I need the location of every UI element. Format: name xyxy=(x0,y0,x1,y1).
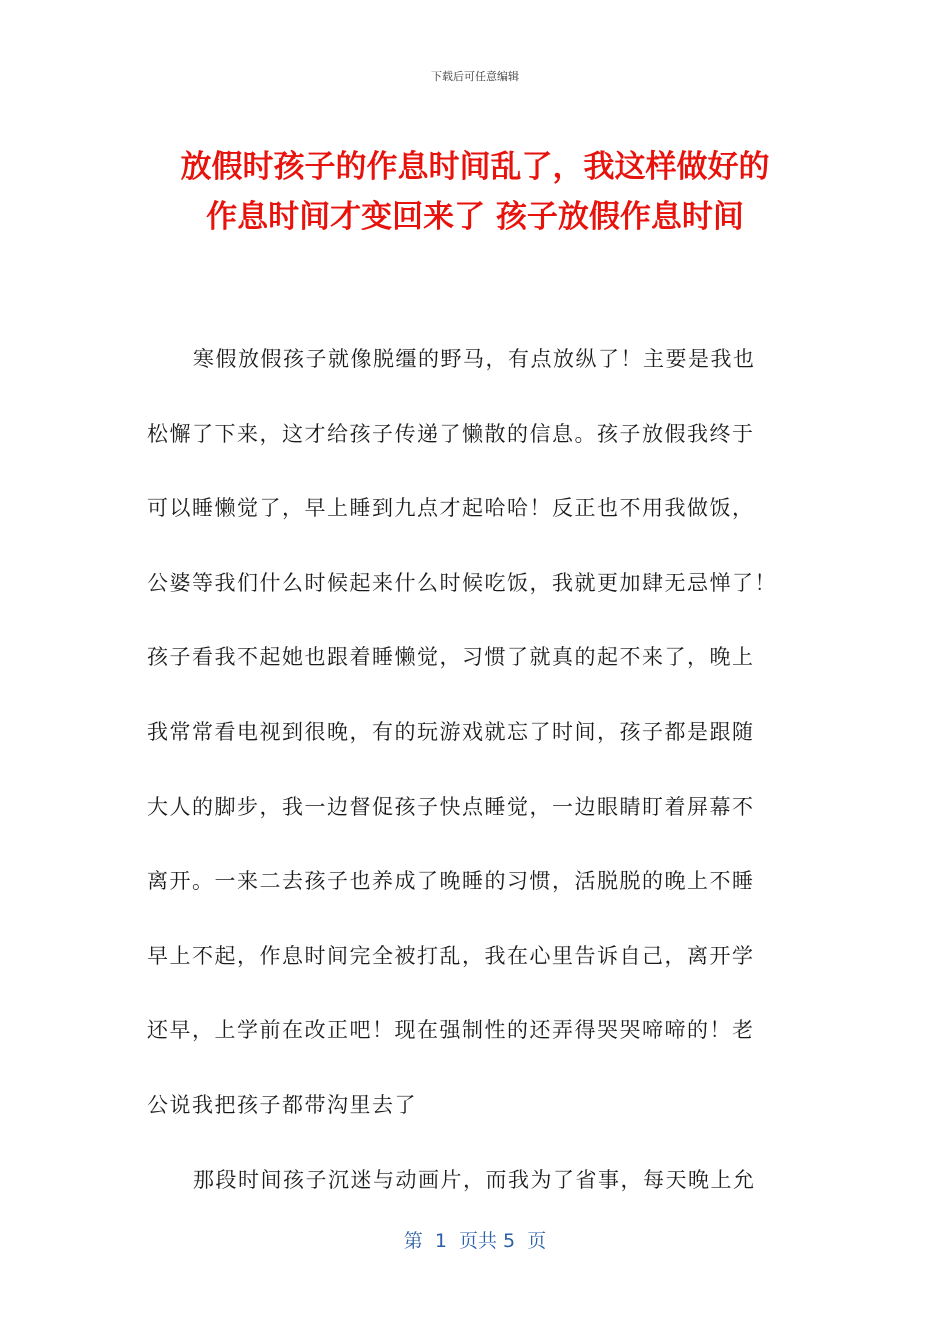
title-line-1: 放假时孩子的作息时间乱了，我这样做好的 xyxy=(180,149,770,185)
document-body xyxy=(147,322,807,1217)
header-note: 下载后可任意编辑 xyxy=(431,70,519,83)
body-line: 我常常看电视到很晚，有的玩游戏就忘了时间，孩子都是跟随 xyxy=(147,719,755,744)
body-line: 公说我把孩子都带沟里去了 xyxy=(147,1092,417,1117)
body-line: 大人的脚步，我一边督促孩子快点睡觉，一边眼睛盯着屏幕不 xyxy=(147,794,755,819)
body-line: 孩子看我不起她也跟着睡懒觉，习惯了就真的起不来了，晚上 xyxy=(147,645,755,670)
title-line-2: 作息时间才变回来了 孩子放假作息时间 xyxy=(206,199,744,235)
page-number-footer: 第 1 页共 5 页 xyxy=(403,1230,547,1252)
body-line: 离开。一来二去孩子也养成了晚睡的习惯，活脱脱的晚上不睡 xyxy=(147,869,755,894)
body-line: 那段时间孩子沉迷与动画片，而我为了省事，每天晚上允 xyxy=(193,1167,756,1192)
body-line: 早上不起，作息时间完全被打乱，我在心里告诉自己，离开学 xyxy=(147,943,755,968)
body-line: 还早，上学前在改正吧！现在强制性的还弄得哭哭啼啼的！老 xyxy=(147,1018,755,1043)
body-line: 寒假放假孩子就像脱缰的野马，有点放纵了！主要是我也 xyxy=(193,347,756,371)
document-title xyxy=(100,142,850,242)
body-line: 公婆等我们什么时候起来什么时候吃饭，我就更加肆无忌惮了！ xyxy=(147,570,777,595)
body-line: 松懈了下来，这才给孩子传递了懒散的信息。孩子放假我终于 xyxy=(147,421,755,446)
body-line: 可以睡懒觉了，早上睡到九点才起哈哈！反正也不用我做饭， xyxy=(147,496,755,521)
